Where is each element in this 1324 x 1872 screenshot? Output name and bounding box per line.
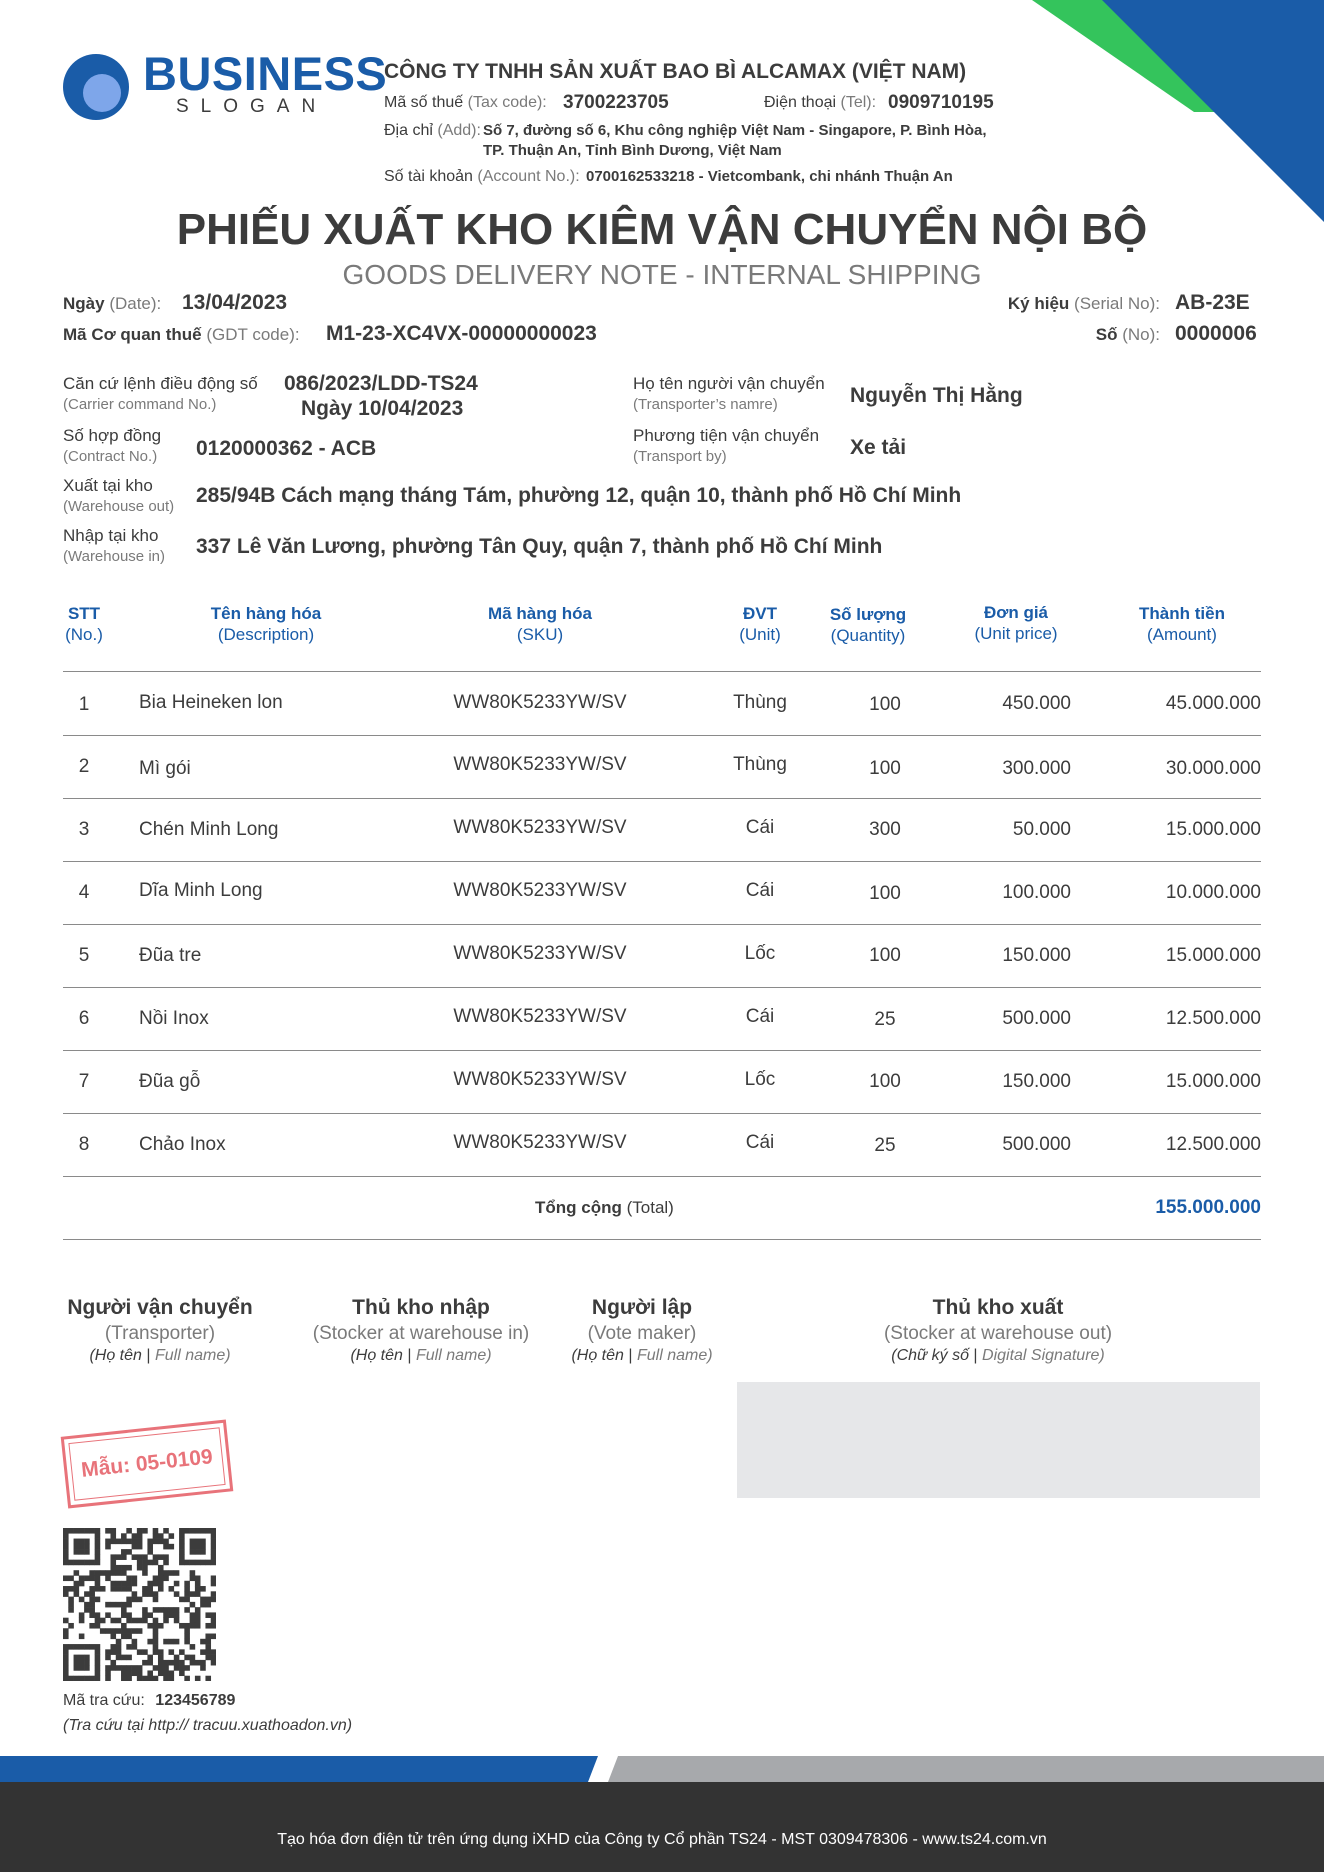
warehouse-out-label-en: (Warehouse out) xyxy=(63,498,175,515)
header-quantity: Số lượng (Quantity) xyxy=(829,605,907,645)
header-unit: ĐVT (Unit) xyxy=(739,604,781,644)
cell-amount: 45.000.000 xyxy=(1165,693,1261,714)
cell-unit-price: 500.000 xyxy=(1002,1134,1071,1155)
cell-description: Mì gói xyxy=(139,758,191,779)
cell-unit-price: 500.000 xyxy=(1002,1008,1071,1029)
cell-amount: 10.000.000 xyxy=(1165,882,1261,903)
account-value: 0700162533218 - Vietcombank, chi nhánh Thuận An xyxy=(586,168,953,185)
logo-slogan: SLOGAN xyxy=(176,96,328,117)
table-rule xyxy=(63,1113,1261,1114)
gdt-label: Mã Cơ quan thuế (GDT code): xyxy=(63,325,300,344)
logo-mark xyxy=(63,54,129,120)
table-rule xyxy=(63,1050,1261,1051)
cell-sku: WW80K5233YW/SV xyxy=(453,943,627,964)
contract-value: 0120000362 - ACB xyxy=(196,437,377,460)
address-line-1: Số 7, đường số 6, Khu công nghiệp Việt Nam - Singapore, P. Bình Hòa, xyxy=(483,122,987,139)
table-rule xyxy=(63,924,1261,925)
cell-unit: Lốc xyxy=(744,1069,776,1090)
cell-amount: 15.000.000 xyxy=(1165,945,1261,966)
cell-unit-price: 100.000 xyxy=(1002,882,1071,903)
logo-wordmark: BUSINESS xyxy=(143,47,388,100)
transporter-label: Họ tên người vận chuyển xyxy=(633,374,825,393)
cell-description: Bia Heineken lon xyxy=(139,692,283,713)
company-name: CÔNG TY TNHH SẢN XUẤT BAO BÌ ALCAMAX (VIỆT NAM) xyxy=(384,60,967,83)
header-sku: Mã hàng hóa (SKU) xyxy=(488,604,592,644)
document-subtitle: GOODS DELIVERY NOTE - INTERNAL SHIPPING xyxy=(342,259,982,290)
address-label: Địa chỉ (Add): xyxy=(384,122,481,139)
table-rule xyxy=(63,798,1261,799)
digital-signature-box[interactable] xyxy=(737,1382,1260,1498)
form-stamp-text: Mẫu: 05-0109 xyxy=(68,1427,225,1501)
signature-vote-maker: Người lập (Vote maker) (Họ tên | Full name) xyxy=(571,1296,713,1364)
command-label-en: (Carrier command No.) xyxy=(63,396,217,413)
cell-unit: Lốc xyxy=(744,943,776,964)
tel-label: Điện thoại (Tel): xyxy=(764,94,877,111)
tax-code-row: Mã số thuế (Tax code): xyxy=(384,94,547,111)
cell-sku: WW80K5233YW/SV xyxy=(453,692,627,713)
cell-quantity: 25 xyxy=(874,1009,896,1030)
cell-amount: 12.500.000 xyxy=(1165,1134,1261,1155)
cell-unit-price: 50.000 xyxy=(1012,819,1071,840)
signature-stocker-in: Thủ kho nhập (Stocker at warehouse in) (Họ tên | Full name) xyxy=(312,1296,530,1364)
lookup-link[interactable]: (Tra cứu tại http:// tracuu.xuathoadon.vn) xyxy=(63,1717,353,1734)
cell-sku: WW80K5233YW/SV xyxy=(453,1006,627,1027)
cell-unit: Cái xyxy=(745,1006,775,1027)
header-no: STT (No.) xyxy=(65,604,103,644)
no-label: Số (No): xyxy=(1095,325,1160,344)
cell-no: 7 xyxy=(78,1071,90,1092)
signature-stocker-out: Thủ kho xuất (Stocker at warehouse out) (Chữ ký số | Digital Signature) xyxy=(883,1296,1113,1364)
tel-value: 0909710195 xyxy=(888,92,994,113)
cell-quantity: 100 xyxy=(869,945,901,966)
table-rule xyxy=(63,671,1261,672)
serial-label: Ký hiệu (Serial No): xyxy=(1007,294,1160,313)
cell-no: 3 xyxy=(78,819,90,840)
gdt-value: M1-23-XC4VX-00000000023 xyxy=(326,322,597,345)
cell-sku: WW80K5233YW/SV xyxy=(453,1132,627,1153)
cell-no: 2 xyxy=(78,756,90,777)
contract-label: Số hợp đồng xyxy=(63,426,162,445)
no-value: 0000006 xyxy=(1175,322,1257,345)
cell-unit: Cái xyxy=(745,817,775,838)
corner-decoration xyxy=(1030,0,1324,222)
cell-description: Dĩa Minh Long xyxy=(139,880,263,901)
cell-unit-price: 450.000 xyxy=(1002,693,1071,714)
command-date: Ngày 10/04/2023 xyxy=(301,397,464,420)
cell-unit: Thùng xyxy=(733,692,787,713)
cell-quantity: 100 xyxy=(869,1071,901,1092)
header-description: Tên hàng hóa (Description) xyxy=(210,604,322,644)
header-unit-price: Đơn giá (Unit price) xyxy=(974,603,1058,643)
cell-unit-price: 150.000 xyxy=(1002,945,1071,966)
table-rule xyxy=(63,1239,1261,1240)
cell-no: 1 xyxy=(78,694,90,715)
cell-quantity: 100 xyxy=(869,694,901,715)
command-label: Căn cứ lệnh điều động số xyxy=(63,374,258,393)
cell-quantity: 300 xyxy=(869,819,901,840)
table-rule xyxy=(63,735,1261,736)
warehouse-in-label: Nhập tại kho xyxy=(63,526,159,545)
total-label: Tổng cộng (Total) xyxy=(535,1198,674,1217)
total-value: 155.000.000 xyxy=(1155,1197,1261,1218)
cell-description: Nồi Inox xyxy=(139,1008,209,1029)
cell-no: 5 xyxy=(78,945,90,966)
transport-value: Xe tải xyxy=(850,436,907,459)
address-line-2: TP. Thuận An, Tỉnh Bình Dương, Việt Nam xyxy=(483,142,782,159)
cell-description: Đũa tre xyxy=(139,945,202,966)
transport-label: Phương tiện vận chuyển xyxy=(633,426,820,445)
warehouse-in-label-en: (Warehouse in) xyxy=(63,548,165,565)
cell-sku: WW80K5233YW/SV xyxy=(453,880,627,901)
table-rule xyxy=(63,861,1261,862)
date-label: Ngày (Date): xyxy=(63,294,162,313)
cell-quantity: 100 xyxy=(869,758,901,779)
cell-description: Chén Minh Long xyxy=(139,819,279,840)
cell-amount: 15.000.000 xyxy=(1165,819,1261,840)
cell-no: 8 xyxy=(78,1134,90,1155)
footer-text: Tạo hóa đơn điện tử trên ứng dụng iXHD của Công ty Cổ phần TS24 - MST 0309478306 - www.ts24.com.vn xyxy=(277,1831,1047,1848)
account-label: Số tài khoản (Account No.): xyxy=(384,168,580,185)
cell-quantity: 100 xyxy=(869,883,901,904)
cell-unit: Cái xyxy=(745,1132,775,1153)
cell-unit-price: 300.000 xyxy=(1002,758,1071,779)
cell-quantity: 25 xyxy=(874,1135,896,1156)
signature-transporter: Người vận chuyển (Transporter) (Họ tên | Full name) xyxy=(67,1296,253,1364)
lookup-code: 123456789 xyxy=(155,1692,236,1709)
cell-description: Chảo Inox xyxy=(139,1134,226,1155)
transport-label-en: (Transport by) xyxy=(633,448,727,465)
cell-amount: 12.500.000 xyxy=(1165,1008,1261,1029)
cell-no: 4 xyxy=(78,882,90,903)
cell-amount: 30.000.000 xyxy=(1165,758,1261,779)
cell-unit: Thùng xyxy=(733,754,787,775)
table-rule xyxy=(63,1176,1261,1177)
cell-unit: Cái xyxy=(745,880,775,901)
cell-no: 6 xyxy=(78,1008,90,1029)
transporter-label-en: (Transporter’s namre) xyxy=(633,396,778,413)
tax-code-value: 3700223705 xyxy=(563,92,669,113)
cell-description: Đũa gỗ xyxy=(139,1071,201,1092)
command-no: 086/2023/LDD-TS24 xyxy=(284,372,478,395)
lookup-row: Mã tra cứu: 123456789 xyxy=(63,1692,236,1709)
cell-sku: WW80K5233YW/SV xyxy=(453,817,627,838)
warehouse-in-value: 337 Lê Văn Lương, phường Tân Quy, quận 7, thành phố Hồ Chí Minh xyxy=(196,535,883,558)
cell-sku: WW80K5233YW/SV xyxy=(453,1069,627,1090)
cell-amount: 15.000.000 xyxy=(1165,1071,1261,1092)
table-rule xyxy=(63,987,1261,988)
header-amount: Thành tiền (Amount) xyxy=(1139,604,1225,644)
document-title: PHIẾU XUẤT KHO KIÊM VẬN CHUYỂN NỘI BỘ xyxy=(176,205,1148,254)
serial-value: AB-23E xyxy=(1175,291,1250,314)
form-stamp xyxy=(61,1420,234,1509)
cell-sku: WW80K5233YW/SV xyxy=(453,754,627,775)
contract-label-en: (Contract No.) xyxy=(63,448,158,465)
warehouse-out-value: 285/94B Cách mạng tháng Tám, phường 12, quận 10, thành phố Hồ Chí Minh xyxy=(196,484,962,507)
warehouse-out-label: Xuất tại kho xyxy=(63,476,153,495)
cell-unit-price: 150.000 xyxy=(1002,1071,1071,1092)
qr-code-icon xyxy=(63,1528,216,1681)
transporter-name: Nguyễn Thị Hằng xyxy=(850,384,1023,407)
date-value: 13/04/2023 xyxy=(182,291,288,314)
